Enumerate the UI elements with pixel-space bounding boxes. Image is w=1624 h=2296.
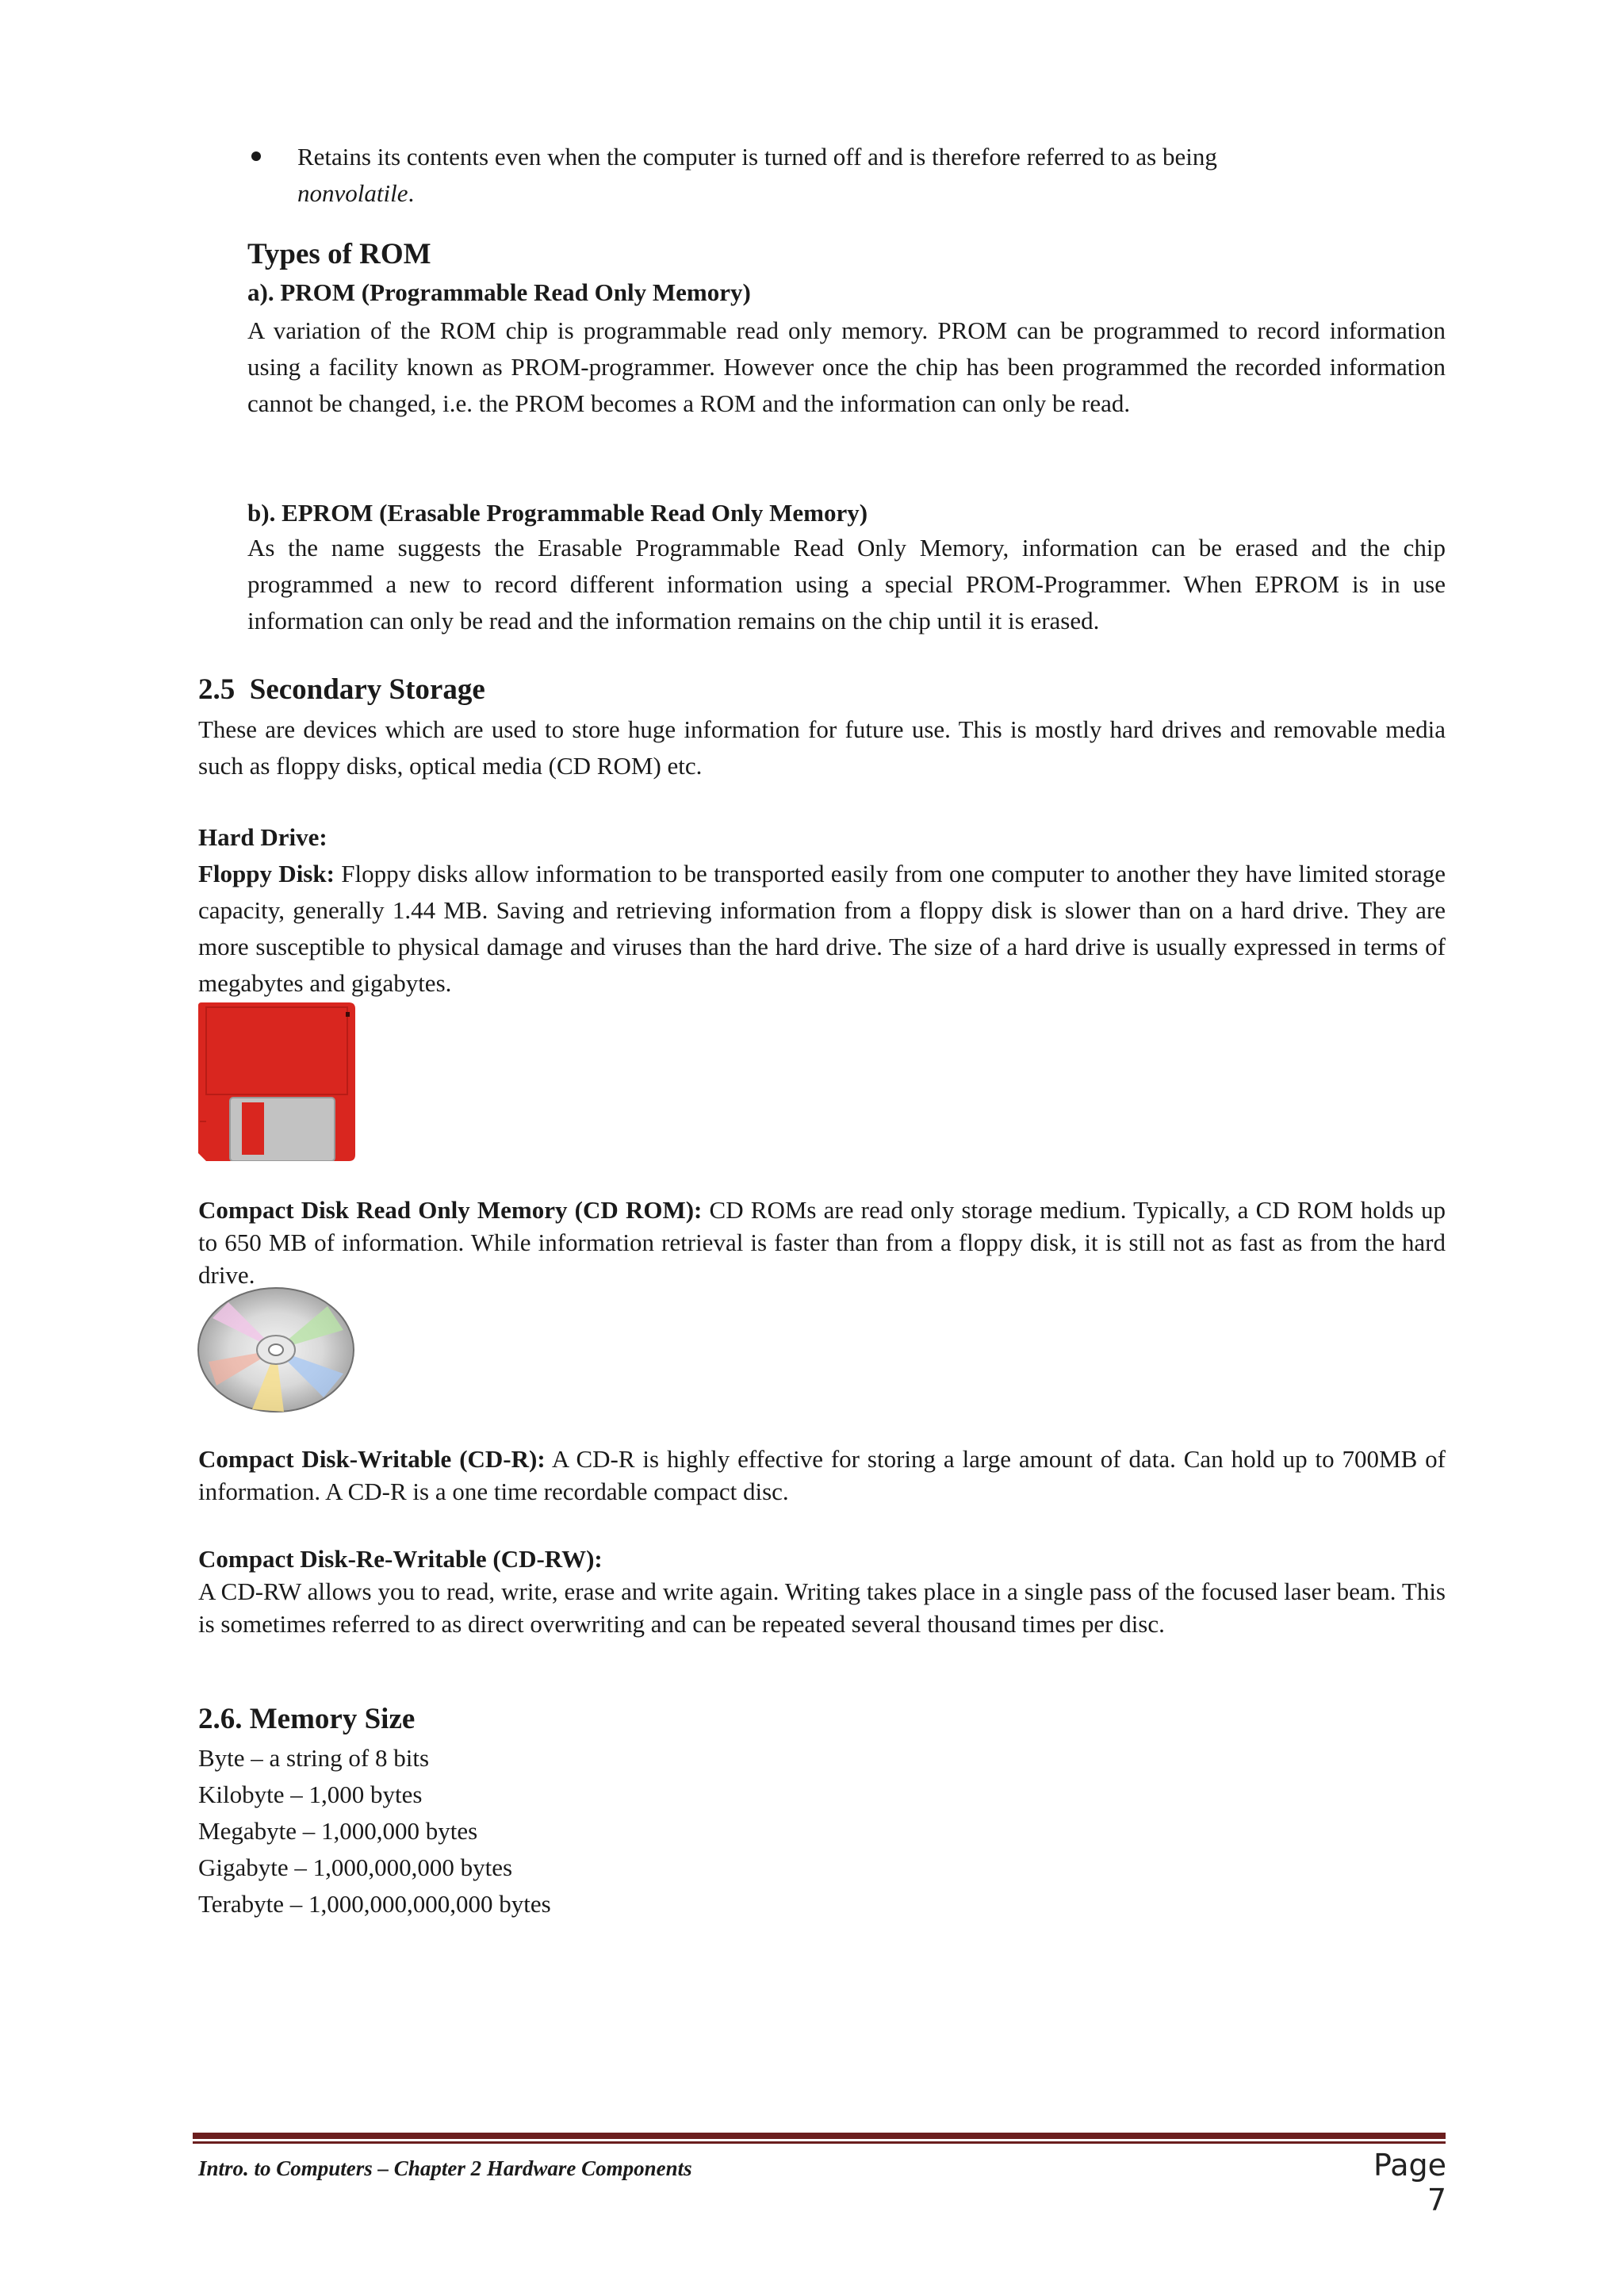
floppy-disk-icon	[198, 1002, 355, 1161]
list-item: Byte – a string of 8 bits	[198, 1744, 430, 1772]
footer-title: Intro. to Computers – Chapter 2 Hardware Components	[198, 2156, 692, 2180]
memory-size-heading: 2.6. Memory Size	[198, 1703, 416, 1735]
floppy-label: Floppy Disk:	[198, 860, 335, 887]
list-item: Gigabyte – 1,000,000,000 bytes	[198, 1853, 513, 1881]
eprom-body: As the name suggests the Erasable Programmable Read Only Memory, information can be erased and the chip programmed a new to record different information using a special PROM-Programmer. When EPROM is in use information can only be read and the information remains on the chip until it is erased.	[247, 534, 1446, 634]
prom-heading: a). PROM (Programmable Read Only Memory)	[247, 278, 751, 306]
cd-rom-icon	[197, 1286, 355, 1413]
cdrw-label: Compact Disk-Re-Writable (CD-RW):	[198, 1545, 603, 1573]
secondary-storage-body: These are devices which are used to store huge information for future use. This is mostly hard drives and removable media such as floppy disks, optical media (CD ROM) etc.	[198, 715, 1446, 780]
memory-size-list	[198, 1740, 551, 1922]
secondary-storage-heading: 2.5 Secondary Storage	[198, 673, 485, 706]
cdr-body: A CD-R is highly effective for storing a large amount of data. Can hold up to 700MB of information. A CD-R is a one time recordable compact disc.	[198, 1445, 1446, 1505]
types-of-rom-heading: Types of ROM	[247, 238, 431, 270]
cdrom-paragraph	[198, 1194, 1446, 1291]
bullet-dot-icon	[251, 151, 261, 161]
cdr-paragraph	[198, 1443, 1446, 1508]
cdr-label: Compact Disk-Writable (CD-R):	[198, 1445, 546, 1473]
footer-rule-thick	[193, 2133, 1446, 2139]
list-item: Kilobyte – 1,000 bytes	[198, 1780, 423, 1808]
page-number: Page 7	[1373, 2148, 1446, 2217]
list-item: Terabyte – 1,000,000,000,000 bytes	[198, 1890, 551, 1918]
hard-drive-label: Hard Drive:	[198, 823, 327, 851]
floppy-body: Floppy disks allow information to be transported easily from one computer to another they have limited storage capacity, generally 1.44 MB. Saving and retrieving information from a floppy disk is slower than on a hard drive. They are more susceptible to physical damage and viruses than the hard drive. The size of a hard drive is usually expressed in terms of megabytes and gigabytes.	[198, 860, 1446, 997]
eprom-heading: b). EPROM (Erasable Programmable Read Only Memory)	[247, 499, 868, 527]
bullet-text: Retains its contents even when the computer is turned off and is therefore referred to as being nonvolatile.	[297, 143, 1217, 207]
prom-body: A variation of the ROM chip is programmable read only memory. PROM can be programmed to record information using a facility known as PROM-programmer. However once the chip has been programmed the recorded information cannot be changed, i.e. the PROM becomes a ROM and the information can only be read.	[247, 316, 1446, 417]
footer-rule-thin	[193, 2141, 1446, 2144]
list-item: Megabyte – 1,000,000 bytes	[198, 1817, 478, 1845]
cdrom-label: Compact Disk Read Only Memory (CD ROM):	[198, 1196, 703, 1224]
cdrw-body: A CD-RW allows you to read, write, erase and write again. Writing takes place in a single pass of the focused laser beam. This is sometimes referred to as direct overwriting and can be repeated several thousand times per disc.	[198, 1577, 1446, 1638]
cdrom-body: CD ROMs are read only storage medium. Typically, a CD ROM holds up to 650 MB of information. While information retrieval is faster than from a floppy disk, it is still not as fast as from the hard drive.	[198, 1196, 1446, 1289]
floppy-paragraph	[198, 856, 1446, 1002]
